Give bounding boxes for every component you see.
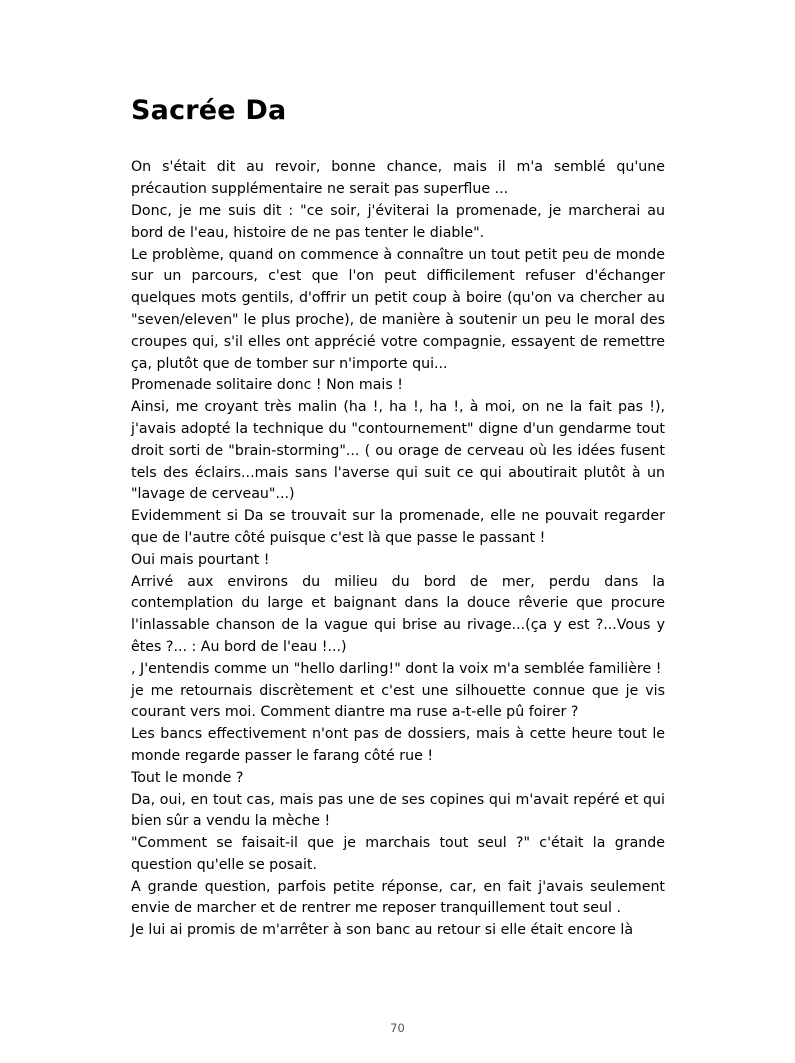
paragraph: Oui mais pourtant ! (131, 551, 270, 568)
paragraph: Evidemment si Da se trouvait sur la promenade, elle ne pouvait regarder que de l'autre côté puisque c'est là que passe le passant ! (131, 508, 665, 546)
document-body (131, 157, 665, 942)
paragraph: je me retournais discrètement et c'est une silhouette connue que je vis courant vers moi. Comment diantre ma ruse a-t-elle pû foirer ? (131, 682, 665, 721)
paragraph: Tout le monde ? (131, 769, 244, 786)
paragraph: A grande question, parfois petite réponse, car, en fait j'avais seulement envie de marcher et de rentrer me reposer tranquillement tout seul . (131, 878, 665, 917)
paragraph: Promenade solitaire donc ! Non mais ! (131, 377, 403, 394)
paragraph: On s'était dit au revoir, bonne chance, mais il m'a semblé qu'une précaution supplémentaire ne serait pas superflue ... (131, 159, 665, 198)
paragraph: Le problème, quand on commence à connaître un tout petit peu de monde sur un parcours, c'est que l'on peut difficilement refuser d'échanger quelques mots gentils, d'offrir un petit coup à boire (qu'on va chercher au "seven/eleven" le plus proche), de manière à soutenir un peu le moral des croupes qui, s'il elles ont apprécié votre compagnie, essayent de remettre ça, plutôt que de tomber sur n'importe qui... (131, 246, 665, 372)
paragraph: Donc, je me suis dit : "ce soir, j'éviterai la promenade, je marcherai au bord de l'eau, histoire de ne pas tenter le diable". (131, 202, 665, 241)
page-number: 70 (390, 1021, 405, 1035)
paragraph: Les bancs effectivement n'ont pas de dossiers, mais à cette heure tout le monde regarde passer le farang côté rue ! (131, 726, 665, 764)
paragraph: Arrivé aux environs du milieu du bord de mer, perdu dans la contemplation du large et baignant dans la douce rêverie que procure l'inlassable chanson de la vague qui brise au rivage...(ça y est ?...Vous y êtes ?... : Au bord de l'eau !...) (131, 573, 665, 655)
paragraph: Je lui ai promis de m'arrêter à son banc au retour si elle était encore là (131, 922, 634, 939)
page-title: Sacrée Da (131, 95, 287, 126)
paragraph: "Comment se faisait-il que je marchais tout seul ?" c'était la grande question qu'elle se posait. (131, 835, 665, 873)
paragraph: Da, oui, en tout cas, mais pas une de ses copines qui m'avait repéré et qui bien sûr a vendu la mèche ! (131, 791, 665, 830)
paragraph: , J'entendis comme un "hello darling!" dont la voix m'a semblée familière ! (131, 660, 662, 677)
paragraph: Ainsi, me croyant très malin (ha !, ha !, ha !, à moi, on ne la fait pas !), j'avais adopté la technique du "contournement" digne d'un gendarme tout droit sorti de "brain-storming"... ( ou orage de cerveau où les idées fusent tels des éclairs...mais sans l'averse qui suit ce qui aboutirait plutôt à un "lavage de cerveau"...) (131, 399, 665, 503)
